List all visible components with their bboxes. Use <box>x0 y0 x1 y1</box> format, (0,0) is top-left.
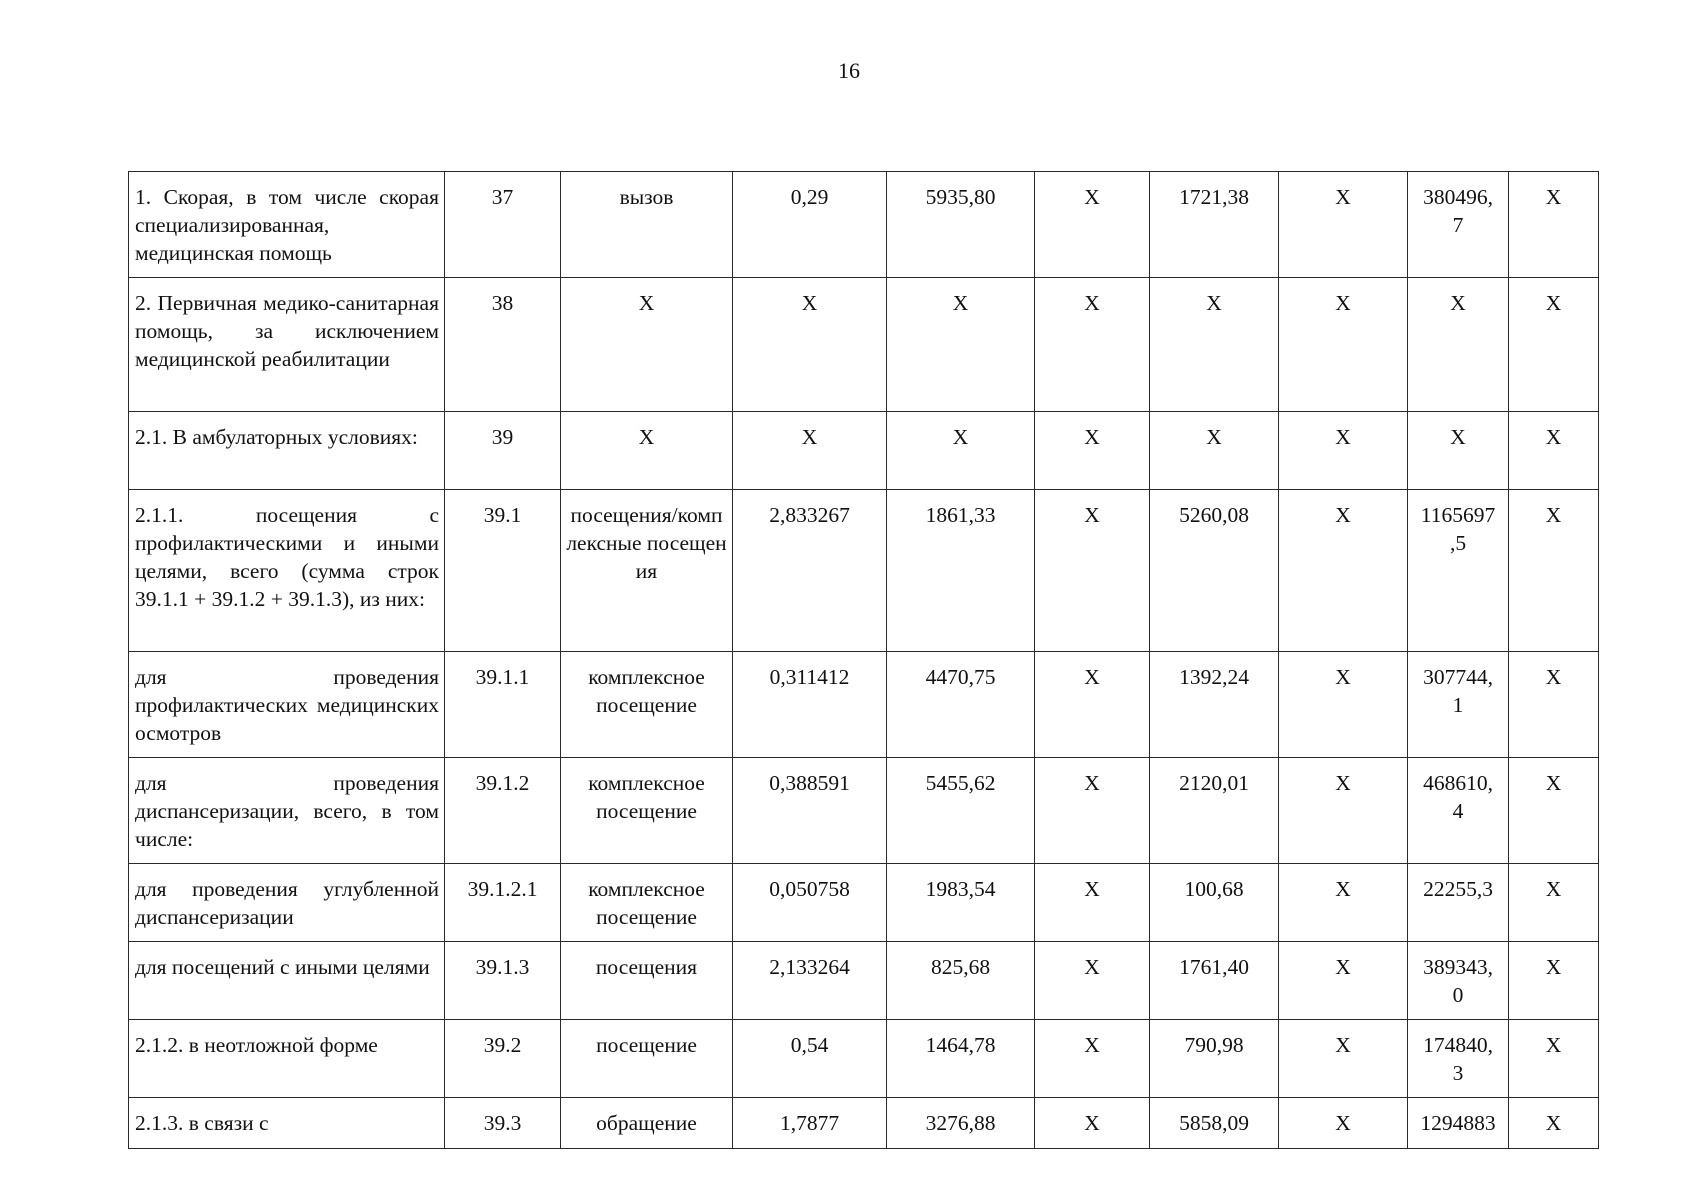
cell-c5: 5935,80 <box>887 172 1035 278</box>
cell-c4: X <box>733 412 887 490</box>
cell-line: 38 <box>445 278 561 412</box>
cell-unit: X <box>561 278 733 412</box>
cell-c9: 389343, 0 <box>1408 942 1509 1020</box>
cell-c9: 174840, 3 <box>1408 1020 1509 1098</box>
table-row <box>129 1098 1599 1149</box>
cell-c10: X <box>1509 1020 1599 1098</box>
cell-c7: 100,68 <box>1150 864 1279 942</box>
cell-unit: посещения <box>561 942 733 1020</box>
cell-c10: X <box>1509 652 1599 758</box>
cell-name: 2. Первичная медико-санитарная помощь, за исключением медицинской реабилитации <box>129 278 445 412</box>
cell-c6: X <box>1035 758 1150 864</box>
cell-line: 39.2 <box>445 1020 561 1098</box>
cell-line: 39.1.2 <box>445 758 561 864</box>
cell-unit: посещения/комплексные посещения <box>561 490 733 652</box>
cell-name: 2.1.3. в связи с <box>129 1098 445 1149</box>
cell-unit: комплексное посещение <box>561 758 733 864</box>
cell-name: 2.1.2. в неотложной форме <box>129 1020 445 1098</box>
cell-c6: X <box>1035 278 1150 412</box>
cell-c7: 5260,08 <box>1150 490 1279 652</box>
data-table <box>128 171 1599 1149</box>
cell-c8: X <box>1279 758 1408 864</box>
cell-c5: 1464,78 <box>887 1020 1035 1098</box>
cell-c5: X <box>887 278 1035 412</box>
table-row <box>129 652 1599 758</box>
table-row <box>129 412 1599 490</box>
cell-line: 39.3 <box>445 1098 561 1149</box>
table-body <box>129 172 1599 1149</box>
cell-c9: 22255,3 <box>1408 864 1509 942</box>
cell-c7: 2120,01 <box>1150 758 1279 864</box>
cell-c4: 0,388591 <box>733 758 887 864</box>
table-row <box>129 172 1599 278</box>
cell-c6: X <box>1035 864 1150 942</box>
cell-c6: X <box>1035 490 1150 652</box>
cell-c6: X <box>1035 1020 1150 1098</box>
cell-c9: 380496, 7 <box>1408 172 1509 278</box>
cell-c5: 825,68 <box>887 942 1035 1020</box>
cell-c7: 1392,24 <box>1150 652 1279 758</box>
cell-c7: 1721,38 <box>1150 172 1279 278</box>
cell-name: для проведения диспансеризации, всего, в том числе: <box>129 758 445 864</box>
cell-c8: X <box>1279 1020 1408 1098</box>
cell-c4: 0,54 <box>733 1020 887 1098</box>
cell-c4: 0,311412 <box>733 652 887 758</box>
cell-c8: X <box>1279 652 1408 758</box>
cell-line: 39.1.3 <box>445 942 561 1020</box>
cell-c9: X <box>1408 278 1509 412</box>
table-row <box>129 758 1599 864</box>
cell-unit: посещение <box>561 1020 733 1098</box>
cell-c6: X <box>1035 652 1150 758</box>
cell-name: для посещений с иными целями <box>129 942 445 1020</box>
cell-c8: X <box>1279 942 1408 1020</box>
cell-c5: 1983,54 <box>887 864 1035 942</box>
cell-name: для проведения профилактических медицинских осмотров <box>129 652 445 758</box>
cell-line: 39 <box>445 412 561 490</box>
cell-c5: 3276,88 <box>887 1098 1035 1149</box>
cell-c10: X <box>1509 172 1599 278</box>
cell-c5: 4470,75 <box>887 652 1035 758</box>
cell-c7: 1761,40 <box>1150 942 1279 1020</box>
cell-c10: X <box>1509 1098 1599 1149</box>
cell-c9: 1294883 <box>1408 1098 1509 1149</box>
cell-unit: комплексное посещение <box>561 864 733 942</box>
cell-unit: вызов <box>561 172 733 278</box>
cell-c9: 1165697 ,5 <box>1408 490 1509 652</box>
cell-line: 39.1.1 <box>445 652 561 758</box>
cell-name: для проведения углубленной диспансеризации <box>129 864 445 942</box>
cell-c8: X <box>1279 278 1408 412</box>
cell-c10: X <box>1509 412 1599 490</box>
cell-c6: X <box>1035 412 1150 490</box>
cell-c10: X <box>1509 278 1599 412</box>
cell-c7: X <box>1150 278 1279 412</box>
table-row <box>129 490 1599 652</box>
cell-c5: 1861,33 <box>887 490 1035 652</box>
cell-c7: 5858,09 <box>1150 1098 1279 1149</box>
cell-line: 39.1 <box>445 490 561 652</box>
cell-c7: X <box>1150 412 1279 490</box>
cell-unit: X <box>561 412 733 490</box>
cell-c5: X <box>887 412 1035 490</box>
cell-c5: 5455,62 <box>887 758 1035 864</box>
cell-c9: X <box>1408 412 1509 490</box>
cell-name: 1. Скорая, в том числе скорая специализированная, медицинская помощь <box>129 172 445 278</box>
cell-c4: 1,7877 <box>733 1098 887 1149</box>
cell-c8: X <box>1279 1098 1408 1149</box>
cell-c4: 2,133264 <box>733 942 887 1020</box>
cell-c8: X <box>1279 490 1408 652</box>
table-row <box>129 1020 1599 1098</box>
cell-name: 2.1.1. посещения с профилактическими и иными целями, всего (сумма строк 39.1.1 + 39.1.2 + 39.1.3), из них: <box>129 490 445 652</box>
cell-name: 2.1. В амбулаторных условиях: <box>129 412 445 490</box>
cell-line: 39.1.2.1 <box>445 864 561 942</box>
cell-c8: X <box>1279 864 1408 942</box>
cell-c8: X <box>1279 172 1408 278</box>
cell-c7: 790,98 <box>1150 1020 1279 1098</box>
table-row <box>129 942 1599 1020</box>
cell-c10: X <box>1509 864 1599 942</box>
table-row <box>129 278 1599 412</box>
cell-line: 37 <box>445 172 561 278</box>
cell-c4: 0,29 <box>733 172 887 278</box>
cell-c6: X <box>1035 172 1150 278</box>
table-row <box>129 864 1599 942</box>
cell-c9: 307744, 1 <box>1408 652 1509 758</box>
cell-c9: 468610, 4 <box>1408 758 1509 864</box>
cell-unit: обращение <box>561 1098 733 1149</box>
cell-c10: X <box>1509 758 1599 864</box>
page-number: 16 <box>838 58 860 83</box>
cell-c6: X <box>1035 942 1150 1020</box>
cell-c6: X <box>1035 1098 1150 1149</box>
cell-c4: X <box>733 278 887 412</box>
cell-c8: X <box>1279 412 1408 490</box>
cell-c4: 0,050758 <box>733 864 887 942</box>
cell-unit: комплексное посещение <box>561 652 733 758</box>
cell-c10: X <box>1509 490 1599 652</box>
cell-c10: X <box>1509 942 1599 1020</box>
cell-c4: 2,833267 <box>733 490 887 652</box>
